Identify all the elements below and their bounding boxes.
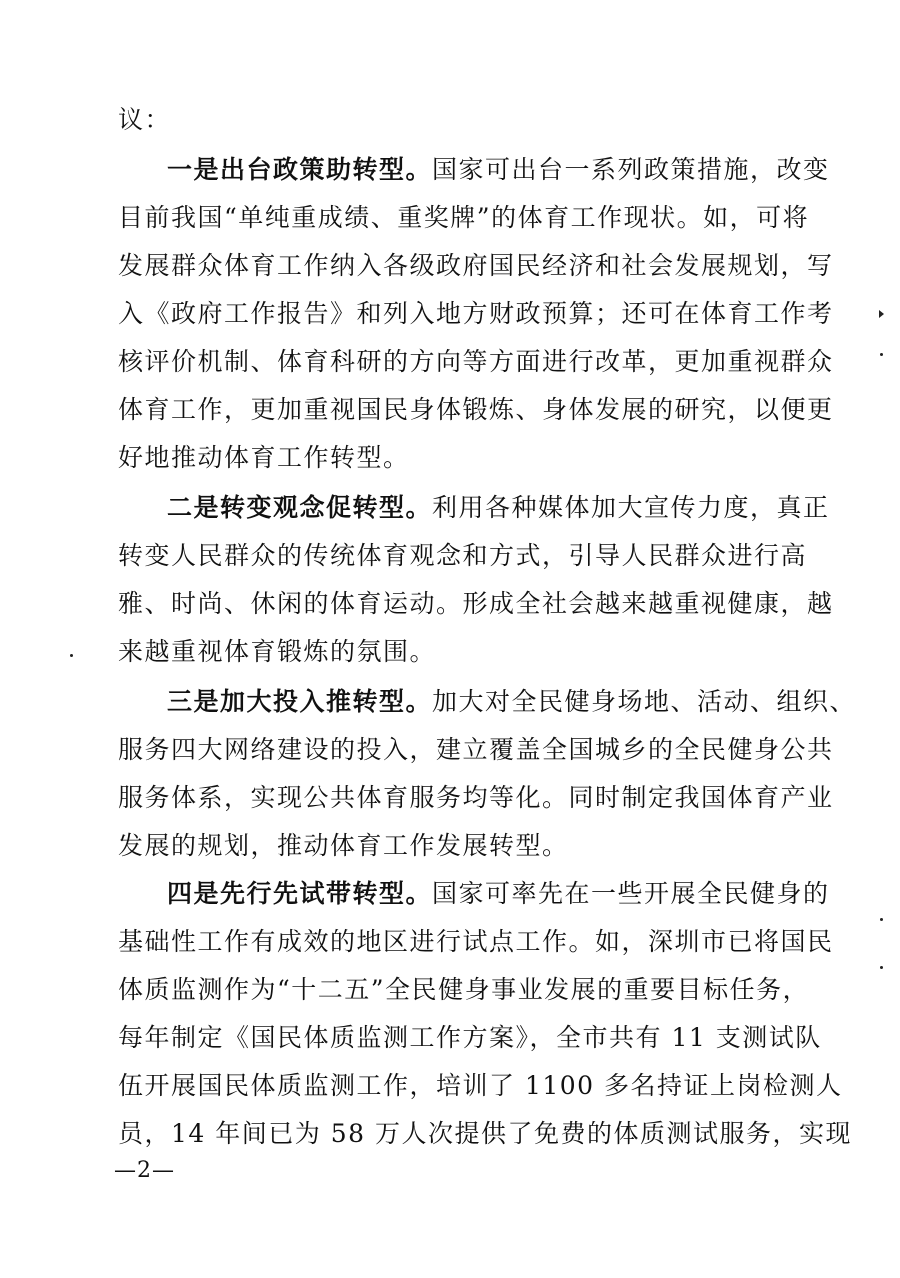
paragraph-3-heading: 三是加大投入推转型。	[167, 687, 433, 716]
scan-mark-dot	[880, 918, 883, 921]
paragraph-1-line-7: 好地推动体育工作转型。	[118, 443, 410, 472]
opening-text: 议：	[118, 105, 172, 134]
paragraph-3-line-3: 服务体系，实现公共体育服务均等化。同时制定我国体育产业	[118, 783, 834, 812]
paragraph-1-text: 国家可出台一系列政策措施，改变	[432, 155, 830, 184]
paragraph-1-heading: 一是出台政策助转型。	[167, 155, 433, 184]
paragraph-1-line-4: 入《政府工作报告》和列入地方财政预算；还可在体育工作考	[118, 299, 834, 328]
paragraph-1-line-5: 核评价机制、体育科研的方向等方面进行改革，更加重视群众	[118, 347, 834, 376]
paragraph-4-line-1	[167, 878, 830, 910]
scan-mark-dot	[70, 654, 73, 657]
paragraph-4-line-3: 体质监测作为“十二五”全民健身事业发展的重要目标任务，	[118, 975, 810, 1004]
scan-mark-dot	[880, 353, 883, 356]
paragraph-2-line-1	[167, 492, 830, 524]
paragraph-2-line-4: 来越重视体育锻炼的氛围。	[118, 637, 437, 666]
paragraph-2-heading: 二是转变观念促转型。	[167, 493, 433, 522]
scan-mark-arrow	[879, 310, 884, 318]
paragraph-3-line-1	[167, 686, 857, 718]
paragraph-4-line-2: 基础性工作有成效的地区进行试点工作。如，深圳市已将国民	[118, 927, 834, 956]
paragraph-4-line-5: 伍开展国民体质监测工作，培训了 1100 多名持证上岗检测人	[118, 1071, 843, 1100]
paragraph-4-heading: 四是先行先试带转型。	[167, 879, 433, 908]
paragraph-3-line-4: 发展的规划，推动体育工作发展转型。	[118, 831, 569, 860]
paragraph-1-line-1	[167, 154, 830, 186]
page-number: —2—	[114, 1158, 175, 1183]
paragraph-4-line-6: 员，14 年间已为 58 万人次提供了免费的体质测试服务，实现	[118, 1119, 852, 1148]
paragraph-3-line-2: 服务四大网络建设的投入，建立覆盖全国城乡的全民健身公共	[118, 735, 834, 764]
paragraph-2-text: 利用各种媒体加大宣传力度，真正	[432, 493, 830, 522]
paragraph-2-line-3: 雅、时尚、休闲的体育运动。形成全社会越来越重视健康，越	[118, 589, 834, 618]
paragraph-4-text: 国家可率先在一些开展全民健身的	[432, 879, 830, 908]
paragraph-1-line-2: 目前我国“单纯重成绩、重奖牌”的体育工作现状。如，可将	[118, 203, 810, 232]
scan-mark-dot	[880, 966, 883, 969]
paragraph-1-line-3: 发展群众体育工作纳入各级政府国民经济和社会发展规划，写	[118, 251, 834, 280]
opening-line	[118, 104, 780, 136]
paragraph-3-text: 加大对全民健身场地、活动、组织、	[432, 687, 857, 716]
paragraph-2-line-2: 转变人民群众的传统体育观念和方式，引导人民群众进行高	[118, 541, 808, 570]
paragraph-4-line-4: 每年制定《国民体质监测工作方案》，全市共有 11 支测试队	[118, 1023, 822, 1052]
paragraph-1-line-6: 体育工作，更加重视国民身体锻炼、身体发展的研究，以便更	[118, 395, 834, 424]
